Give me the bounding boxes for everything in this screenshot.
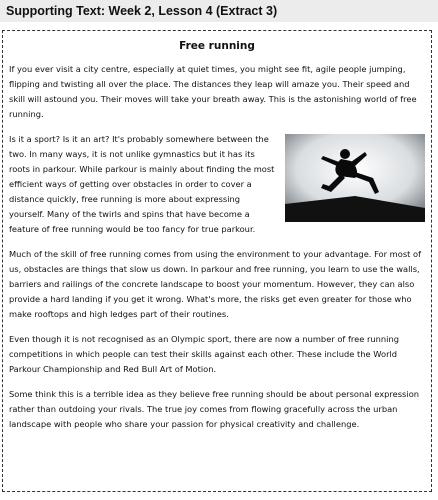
paragraph-1: If you ever visit a city centre, especially at quiet times, you might see fit, agile people jumping, flipping and twisting all over the place. The distances they leap will amaze you. Their speed and skill will astound you. Their moves will take your breath away. This is the astonishing world of free running. [9,64,417,119]
free-runner-silhouette-image [285,134,425,222]
article-title: Free running [179,40,255,52]
paragraph-3: Much of the skill of free running comes from using the environment to your advantage. For most of us, obstacles are things that slow us down. In parkour and free running, you learn to use the walls, barriers and railings of the concrete landscape to boost your momentum. However, they can also provide a hard landing if you get it wrong. What's more, the risks get even greater for those who make rooftops and high ledges part of their routines. [9,249,422,319]
paragraph-2: Is it a sport? Is it an art? It's probably somewhere between the two. In many ways, it is not unlike gymnastics but it has its roots in parkour. While parkour is mainly about finding the most efficient ways of getting over obstacles in order to cover a distance quickly, free running is more about expressing yourself. Many of the twirls and spins that have become a feature of free running would be too fancy for true parkour. [9,134,275,234]
paragraph-4: Even though it is not recognised as an Olympic sport, there are now a number of free running competitions in which people can test their skills against each other. These include the World Parkour Championship and Red Bull Art of Motion. [9,334,399,374]
extract-frame [2,30,432,492]
article-body [9,39,425,442]
page-header: Supporting Text: Week 2, Lesson 4 (Extract 3) [0,0,438,22]
paragraph-5: Some think this is a terrible idea as they believe free running should be about personal expression rather than outdoing your rivals. The true joy comes from flowing gracefully across the urban landscape with people who share your passion for physical creativity and challenge. [9,389,420,429]
